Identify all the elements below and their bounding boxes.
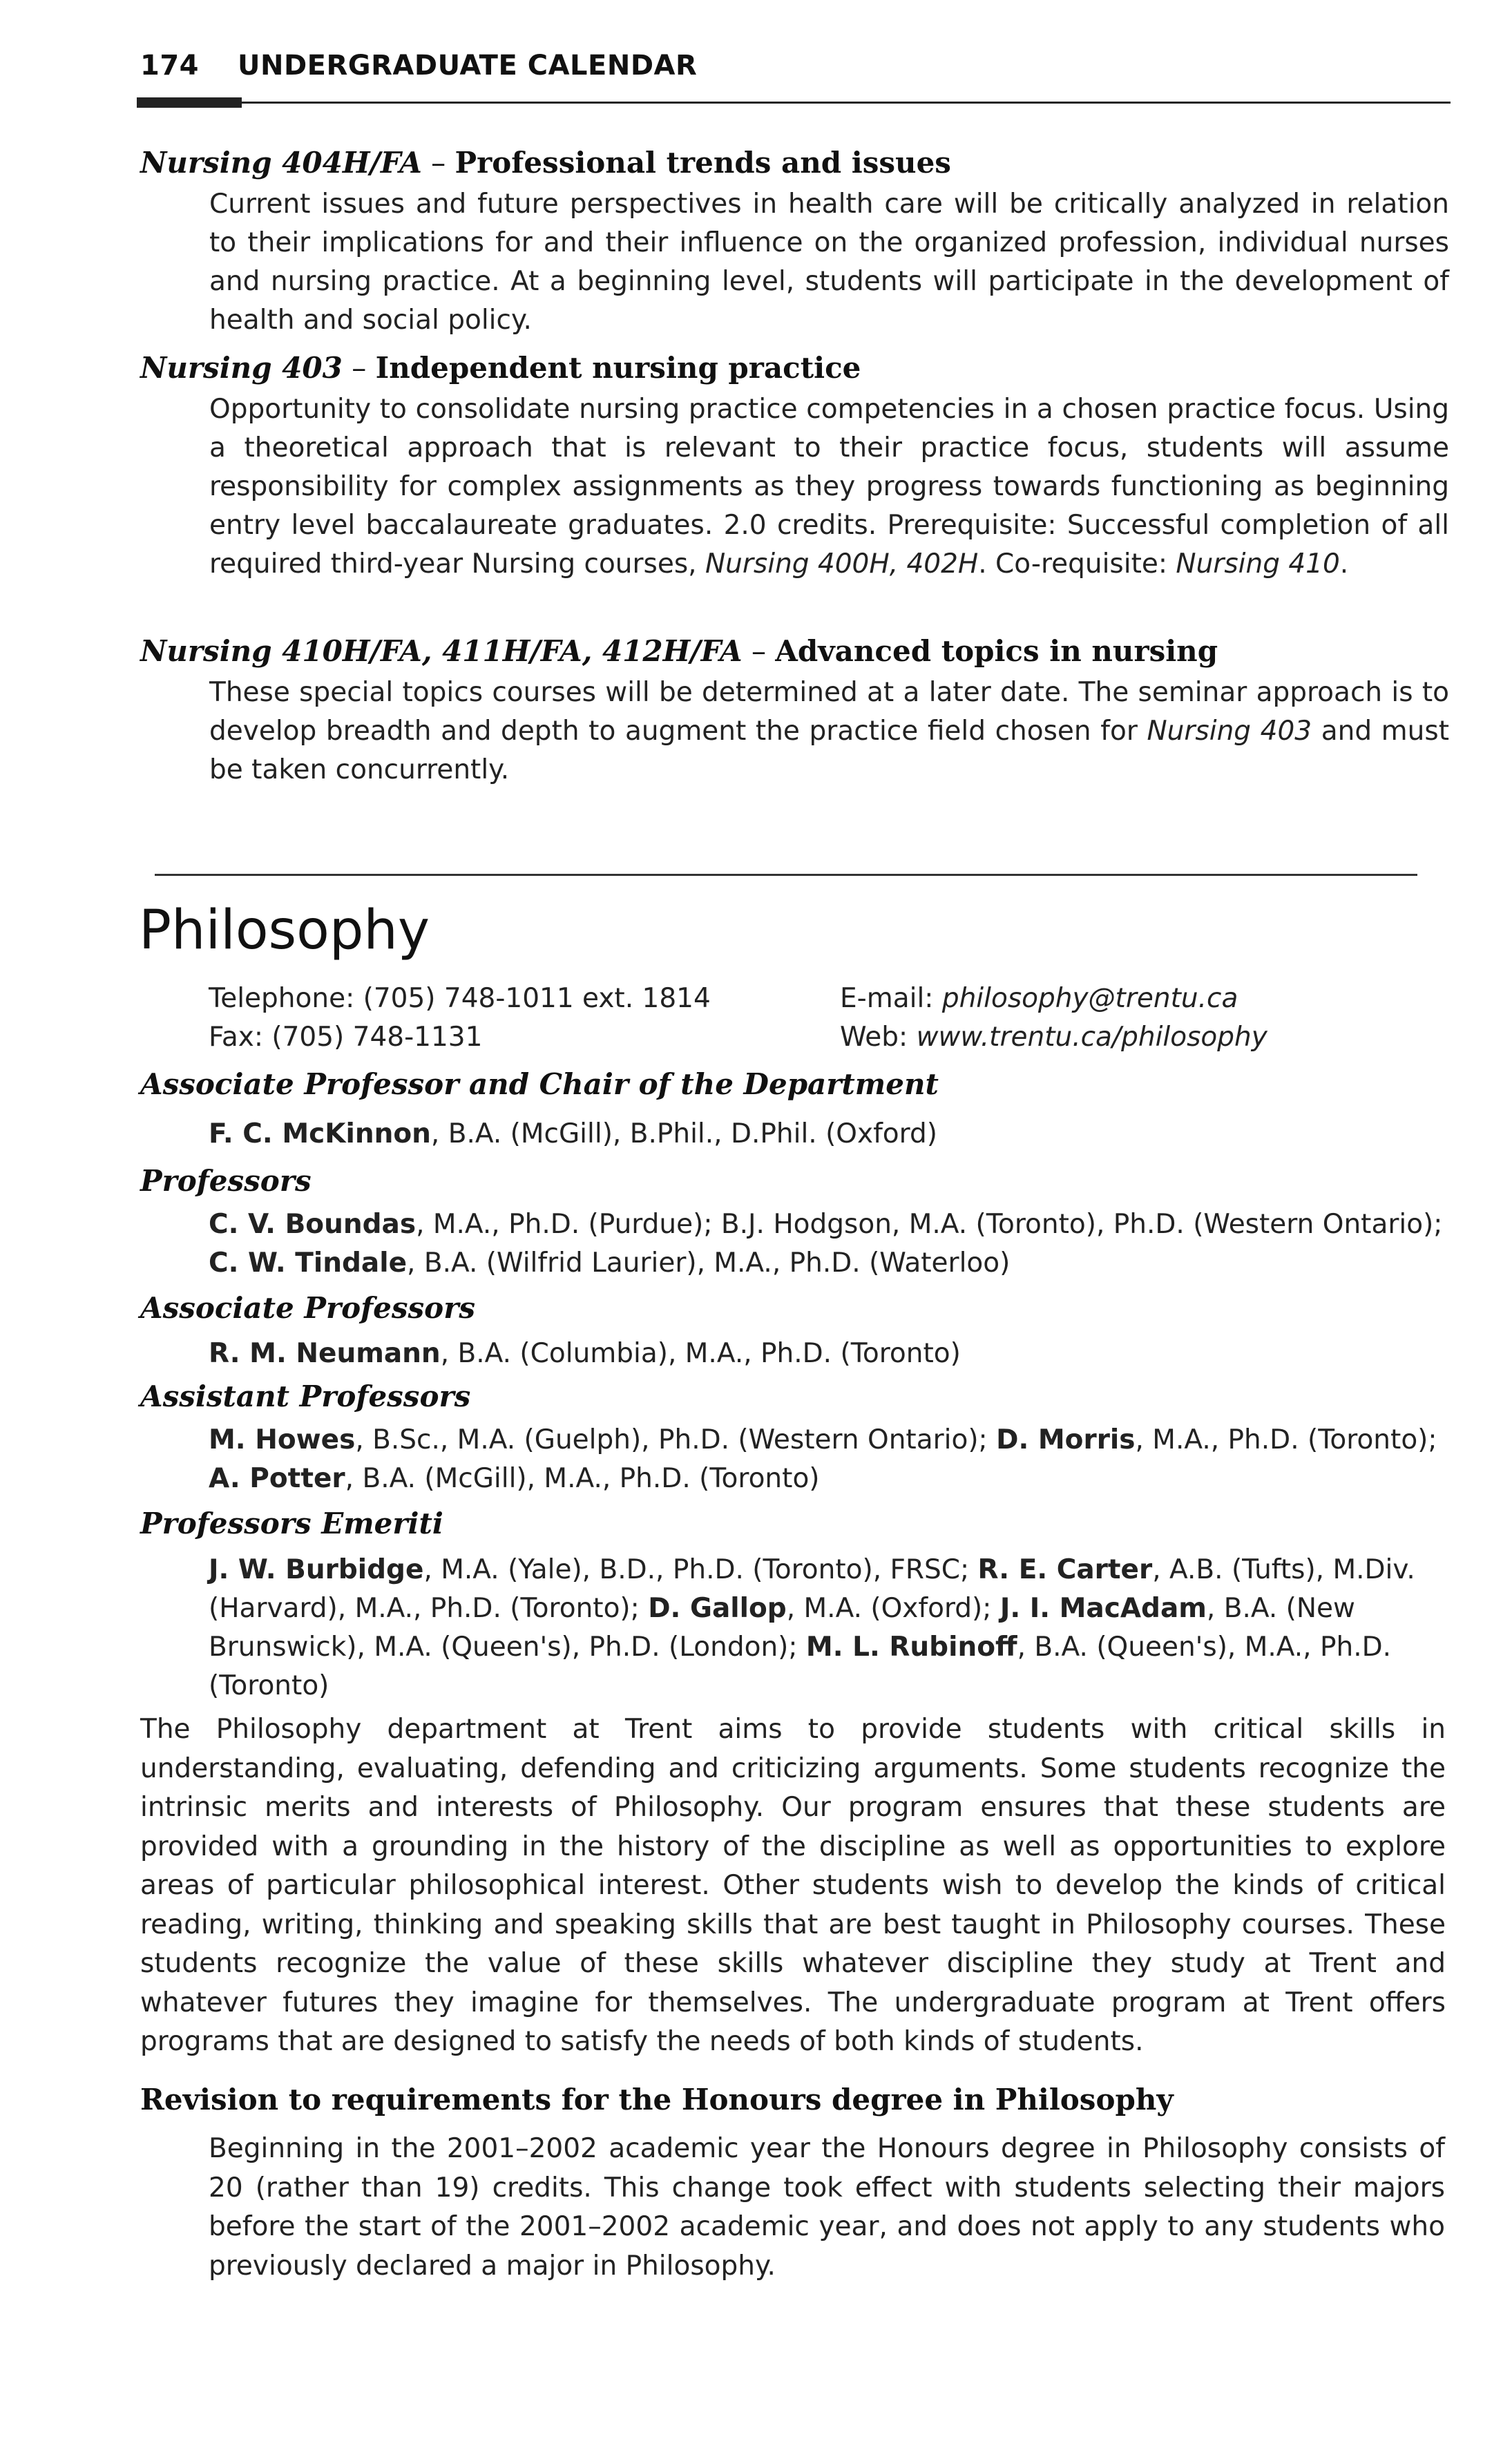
section-divider: [155, 874, 1417, 876]
course-separator: –: [742, 634, 776, 668]
faculty-credentials: , M.A. (Oxford);: [786, 1593, 1000, 1624]
assistant-professors-heading: Assistant Professors: [140, 1379, 471, 1413]
course-code: Nursing 410H/FA, 411H/FA, 412H/FA: [140, 634, 743, 668]
page-number: 174: [140, 50, 199, 82]
assistant-professors-list: [209, 1421, 1445, 1498]
revision-heading: Revision to requirements for the Honours degree in Philosophy: [140, 2083, 1174, 2116]
contact-row-1: [209, 979, 1445, 1018]
faculty-name: F. C. McKinnon: [209, 1118, 431, 1149]
faculty-credentials: , B.A. (Queen's), M.A., Ph.D. (Toronto): [209, 1632, 1392, 1701]
course-heading: [140, 349, 1446, 388]
course-code: Nursing 403: [140, 351, 343, 385]
faculty-credentials: , M.A., Ph.D. (Purdue); B.J. Hodgson, M.A. (Toronto), Ph.D. (Western Ontario);: [416, 1209, 1443, 1240]
course-heading: [140, 144, 1446, 182]
course-title: Advanced topics in nursing: [775, 634, 1218, 668]
faculty-credentials: , B.A. (McGill), M.A., Ph.D. (Toronto): [345, 1463, 820, 1494]
faculty-credentials: , B.Sc., M.A. (Guelph), Ph.D. (Western Ontario);: [355, 1424, 997, 1455]
fax-label: Fax:: [209, 1022, 272, 1053]
course-description: [209, 673, 1449, 790]
email-link[interactable]: philosophy@trentu.ca: [941, 983, 1238, 1014]
description-text: .: [1339, 548, 1349, 580]
faculty-credentials: , B.A. (Wilfrid Laurier), M.A., Ph.D. (Waterloo): [407, 1248, 1011, 1279]
web-link[interactable]: www.trentu.ca/philosophy: [916, 1022, 1267, 1053]
telephone-value: (705) 748-1011 ext. 1814: [363, 983, 711, 1014]
web-block: [840, 1018, 1267, 1057]
faculty-credentials: , A.B. (Tufts), M.Div. (Harvard), M.A., Ph.D. (Toronto);: [209, 1554, 1415, 1624]
prerequisite-courses: Nursing 400H, 402H: [705, 548, 979, 580]
email-block: [840, 979, 1238, 1018]
web-label: Web:: [840, 1022, 917, 1053]
email-label: E-mail:: [840, 983, 942, 1014]
corequisite-course: Nursing 410: [1176, 548, 1340, 580]
running-title: UNDERGRADUATE CALENDAR: [238, 50, 698, 82]
description-text: Opportunity to consolidate nursing practice competencies in a chosen practice focus. Using a theoretical approach that is relevant to their practice focus, students will assume responsibility for complex assignments as they progress towards functioning as beginning entry level baccalaureate graduates. 2.0 credits. Prerequisite: Successful completion of all required third-year Nursing courses,: [209, 394, 1449, 580]
faculty-name: M. Howes: [209, 1424, 356, 1455]
department-intro-paragraph: The Philosophy department at Trent aims to provide students with critical skills in understanding, evaluating, defending and criticizing arguments. Some students recognize the intrinsic merits and interests of Philosophy. Our program ensures that these students are provided with a grounding in the history of the discipline as well as opportunities to explore areas of particular philosophical interest. Other students wish to develop the kinds of critical reading, writing, thinking and speaking skills that are best taught in Philosophy courses. These students recognize the value of these skills whatever discipline they study at Trent and whatever futures they imagine for themselves. The undergraduate program at Trent offers programs that are designed to satisfy the needs of both kinds of students.: [140, 1714, 1446, 2057]
course-title: Professional trends and issues: [454, 146, 951, 180]
course-separator: –: [421, 146, 455, 180]
description-text: These special topics courses will be determined at a later date. The seminar approach is to develop breadth and depth to augment the practice field chosen for: [209, 677, 1449, 747]
faculty-name: M. L. Rubinoff: [805, 1632, 1017, 1663]
course-entry-404: [140, 144, 1449, 340]
faculty-name: C. W. Tindale: [209, 1248, 408, 1279]
header-rule: [137, 102, 1451, 104]
faculty-name: J. I. MacAdam: [999, 1593, 1207, 1624]
professors-heading: Professors: [140, 1164, 312, 1198]
contact-row-2: [209, 1018, 1445, 1057]
faculty-name: C. V. Boundas: [209, 1209, 417, 1240]
faculty-credentials: , M.A., Ph.D. (Toronto);: [1135, 1424, 1437, 1455]
faculty-name: D. Gallop: [648, 1593, 787, 1624]
chair-list: [209, 1115, 1445, 1154]
course-title: Independent nursing practice: [375, 351, 861, 385]
chair-heading: Associate Professor and Chair of the Department: [140, 1067, 939, 1101]
faculty-name: R. E. Carter: [977, 1554, 1153, 1585]
telephone-label: Telephone:: [209, 983, 363, 1014]
associate-professors-heading: Associate Professors: [140, 1291, 475, 1325]
faculty-name: A. Potter: [209, 1463, 345, 1494]
emeriti-list: [209, 1551, 1445, 1705]
revision-paragraph: Beginning in the 2001–2002 academic year the Honours degree in Philosophy consists of 20 (rather than 19) credits. This change took effect with students selecting their majors before the start of the 2001–2002 academic year, and does not apply to any students who previously declared a major in Philosophy.: [209, 2133, 1445, 2282]
course-separator: –: [342, 351, 376, 385]
faculty-credentials: , B.A. (Columbia), M.A., Ph.D. (Toronto): [440, 1338, 961, 1369]
description-text: and must be taken concurrently.: [209, 716, 1449, 785]
course-description: [209, 390, 1449, 584]
faculty-credentials: , B.A. (New Brunswick), M.A. (Queen's), Ph.D. (London);: [209, 1593, 1355, 1663]
professors-list: [209, 1205, 1445, 1283]
faculty-name: J. W. Burbidge: [209, 1554, 424, 1585]
course-heading: [140, 632, 1446, 671]
emeriti-heading: Professors Emeriti: [140, 1507, 443, 1540]
course-entry-403: [140, 349, 1449, 584]
faculty-name: D. Morris: [996, 1424, 1136, 1455]
faculty-credentials: , M.A. (Yale), B.D., Ph.D. (Toronto), FRSC;: [423, 1554, 978, 1585]
course-description: Current issues and future perspectives in health care will be critically analyzed in relation to their implications for and their influence on the organized profession, individual nurses and nursing practice. At a beginning level, students will participate in the development of health and social policy.: [209, 189, 1449, 336]
fax-value: (705) 748-1131: [271, 1022, 483, 1053]
course-code: Nursing 404H/FA: [140, 146, 422, 180]
description-text: . Co-requisite:: [978, 548, 1176, 580]
associate-professors-list: [209, 1335, 1445, 1373]
running-header: [140, 50, 697, 82]
section-title: Philosophy: [139, 899, 430, 962]
faculty-credentials: , B.A. (McGill), B.Phil., D.Phil. (Oxford): [430, 1118, 937, 1149]
course-entry-410-412: [140, 632, 1449, 790]
referenced-course: Nursing 403: [1147, 716, 1312, 747]
faculty-name: R. M. Neumann: [209, 1338, 441, 1369]
